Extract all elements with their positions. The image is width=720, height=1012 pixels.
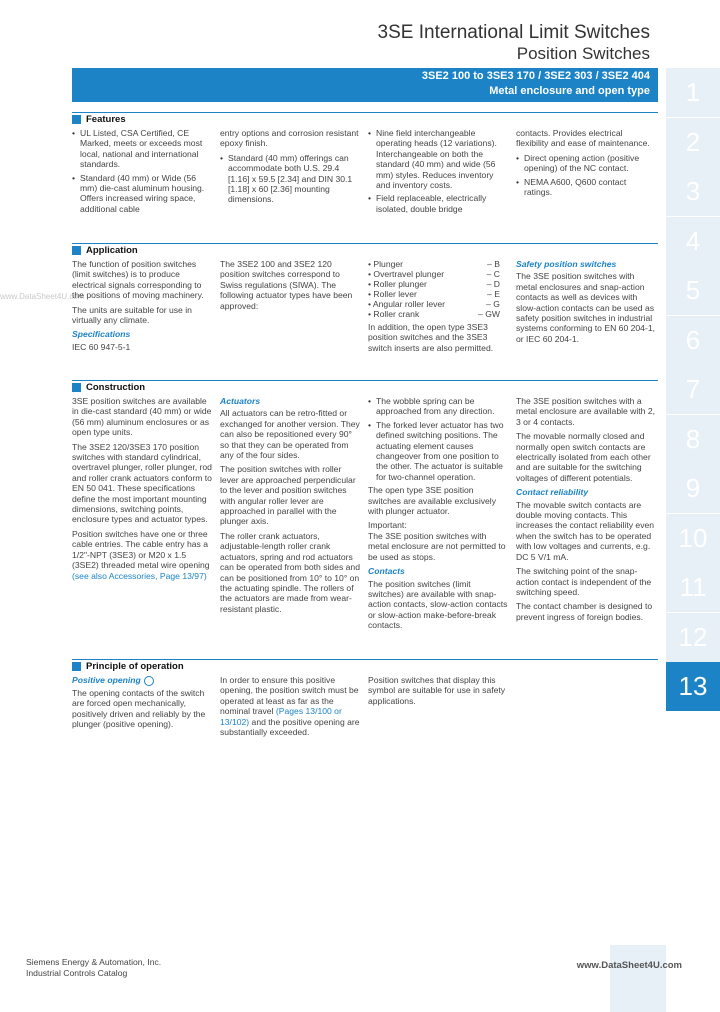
chapter-tab-4[interactable]: 4 (666, 217, 720, 266)
banner-line-2: Metal enclosure and open type (489, 85, 650, 97)
paragraph: The roller crank actuators, adjustable-length roller crank actuators, spring and rod actuators can be operated from both sides and can be positioned from 10° to 10° on the actuating spindle. The rollers of the actuators are made from wear-resistant plastic. (220, 530, 360, 614)
bullet: • Plunger (368, 259, 404, 269)
chapter-tab-12[interactable]: 12 (666, 613, 720, 662)
bullet: • Roller lever (368, 289, 417, 299)
features-section (72, 112, 658, 217)
list-item: • Direct opening action (positive opening) of the NC contact. (516, 153, 656, 174)
table-row (368, 299, 508, 309)
bullet: • Roller crank (368, 309, 420, 319)
paragraph: All actuators can be retro-fitted or exchanged for another version. They can also be repositioned every 90° so that they can be operated from any of the four sides. (220, 408, 360, 461)
list-item: • The wobble spring can be approached from any direction. (368, 396, 508, 417)
table-row (368, 289, 508, 299)
paragraph (72, 529, 212, 581)
section-header (72, 380, 658, 392)
table-row (368, 259, 508, 269)
section-title: Principle of operation (86, 661, 184, 672)
paragraph: The position switches (limit switches) are available with snap-action contacts, slow-action contacts or slow-action make-before-break contacts. (368, 578, 508, 631)
list-item: • The forked lever actuator has two defined switching positions. The actuating element causes changeover from one position to the other. The actuator is suitable for two-channel operation. (368, 420, 508, 482)
paragraph: Position switches that display this symbol are suitable for use in safety applications. (368, 675, 506, 706)
chapter-tab-10[interactable]: 10 (666, 514, 720, 563)
positive-opening-heading: Positive opening (72, 675, 141, 685)
page-subtitle: Position Switches (516, 44, 650, 63)
table-row (368, 279, 508, 289)
paragraph (220, 675, 360, 737)
chapter-tab-11[interactable]: 11 (666, 563, 720, 612)
section-title: Features (86, 114, 126, 125)
subheading: Contacts (368, 566, 405, 577)
cell: Angular roller lever (372, 299, 446, 309)
paragraph: contacts. Provides electrical flexibility and ease of maintenance. (516, 128, 650, 149)
banner-line-1: 3SE2 100 to 3SE3 170 / 3SE2 303 / 3SE2 404 (421, 70, 650, 82)
page-number-box (610, 945, 666, 1012)
section-header (72, 112, 658, 124)
cell: Overtravel plunger (373, 269, 445, 279)
table-row (368, 269, 508, 279)
application-section (72, 243, 658, 357)
footer-publisher (26, 957, 161, 978)
paragraph: The contact chamber is designed to prevent ingress of foreign bodies. (516, 601, 653, 622)
paragraph: In addition, the open type 3SE3 position switches and the 3SE3 switch inserts are also permitted. (368, 322, 494, 353)
list-item: • UL Listed, CSA Certified, CE Marked, meets or exceeds most local, national and international standards. (72, 128, 212, 170)
chapter-tab-2[interactable]: 2 (666, 118, 720, 167)
cell: Roller plunger (373, 279, 427, 289)
chapter-tab-9[interactable]: 9 (666, 464, 720, 513)
paragraph: entry options and corrosion resistant epoxy finish. (220, 128, 359, 149)
footer-line-1: Siemens Energy & Automation, Inc. (26, 957, 162, 967)
footer-url[interactable]: www.DataSheet4U.com (576, 960, 682, 971)
section-header (72, 659, 658, 671)
product-banner (72, 68, 658, 102)
paragraph: The units are suitable for use in virtually any climate. (72, 304, 192, 326)
table-row (368, 309, 508, 319)
bullet: • Roller plunger (368, 279, 427, 289)
construction-section (72, 380, 658, 635)
section-marker-icon (72, 383, 81, 392)
subheading: Actuators (220, 396, 261, 406)
paragraph: 3SE position switches are available in die-cast standard (40 mm) or wide (56 mm) aluminum enclosures or as open type units. (72, 396, 212, 438)
paragraph: The switching point of the snap-action contact is independent of the switching speed. (516, 566, 652, 597)
section-marker-icon (72, 115, 81, 124)
cell: – B (487, 259, 500, 269)
principle-section (72, 659, 658, 741)
text: In order to ensure this positive opening, the position switch must be operated at least as far as the nominal travel (220, 675, 359, 717)
cell: – G (486, 299, 500, 309)
subheading: Contact reliability (516, 487, 589, 498)
paragraph: The 3SE position switches with metal enclosure are not permitted to be used as stops. (368, 530, 506, 562)
section-title: Construction (86, 382, 146, 393)
chapter-tabs (666, 68, 720, 712)
paragraph: The 3SE2 120/3SE3 170 position switches with standard cylindrical, overtravel plunger, roller plunger, rod and roller crank actuators conform to EN 50 041. These specifications define the most important mounting dimensions, switching points, enclosure types and actuator types. (72, 441, 212, 525)
paragraph: The open type 3SE position switches are available exclusively with plunger actuator. (368, 485, 497, 517)
chapter-tab-6[interactable]: 6 (666, 316, 720, 365)
paragraph: The opening contacts of the switch are forced open mechanically, positively driven and reliably by the plunger (positive opening). (72, 687, 206, 729)
list-item: • Standard (40 mm) offerings can accommodate both U.S. 29.4 [1.16] x 59.5 [2.34] and DIN 30.1 [1.18] x 60 [2.36] mounting dimensions. (220, 153, 360, 205)
paragraph: The 3SE position switches with a metal enclosure are available with 2, 3 or 4 contacts. (516, 396, 656, 427)
chapter-tab-5[interactable]: 5 (666, 266, 720, 315)
list-item: • NEMA A600, Q600 contact ratings. (516, 177, 656, 198)
pages-link[interactable]: (Pages 13/100 or 13/102) (220, 706, 342, 727)
footer-line-2: Industrial Controls Catalog (26, 967, 128, 978)
section-marker-icon (72, 246, 81, 255)
cell: – D (486, 279, 500, 289)
subheading (72, 675, 212, 686)
paragraph: IEC 60 947-5-1 (72, 341, 131, 352)
paragraph: The 3SE position switches with metal enclosures and snap-action contacts as well as devices with slow-action contacts can be used as safety position switches in industrial systems conforming to EN 60 204-1, or IEC 60 204-1. (516, 271, 655, 344)
cell: – C (486, 269, 500, 279)
chapter-tab-7[interactable]: 7 (666, 365, 720, 414)
text: and the positive opening are substantially exceeded. (220, 716, 360, 738)
paragraph: The movable switch contacts are double moving contacts. This increases the contact reliability even when the switch has to be operated with low voltages and currents, e.g. DC 5 V/1 mA. (516, 499, 655, 562)
chapter-tab-3[interactable]: 3 (666, 167, 720, 216)
actuator-codes-table (368, 259, 508, 319)
list-item: • Field replaceable, electrically isolated, double bridge (368, 193, 508, 214)
chapter-tab-1[interactable]: 1 (666, 68, 720, 117)
cell: Plunger (373, 259, 404, 269)
paragraph: The position switches with roller lever are approached perpendicular to the lever and position switches with angular roller lever are approached in parallel with the plunger axis. (220, 464, 356, 527)
cell: Roller crank (373, 309, 420, 319)
list-item: • Standard (40 mm) or Wide (56 mm) die-cast aluminum housing. Offers increased wiring space, additional cable (72, 173, 212, 215)
section-header (72, 243, 658, 255)
cell: – E (487, 289, 500, 299)
watermark: www.DataSheet4U.com (0, 292, 85, 301)
accessories-link[interactable]: (see also Accessories, Page 13/97) (72, 570, 207, 581)
cell: Roller lever (373, 289, 417, 299)
subheading: Safety position switches (516, 259, 617, 269)
section-marker-icon (72, 662, 81, 671)
paragraph: The function of position switches (limit switches) is to produce electrical signals corresponding to the positions of moving machinery. (72, 259, 204, 301)
chapter-tab-8[interactable]: 8 (666, 415, 720, 464)
bullet: • Angular roller lever (368, 299, 446, 309)
chapter-tab-13[interactable]: 13 (666, 662, 720, 711)
paragraph: The 3SE2 100 and 3SE2 120 position switches correspond to Swiss regulations (SIWA). The following actuator types have been approved: (220, 259, 353, 311)
important-label: Important: (368, 520, 407, 531)
text: Position switches have one or three cable entries. The cable entry has a 1/2"-NPT (3SE3) or M20 x 1.5 (3SE2) threaded metal wire opening (72, 528, 210, 571)
paragraph: The movable normally closed and normally open switch contacts are electrically isolated from each other and are suitable for the switching voltages of different potentials. (516, 431, 651, 483)
bullet: • Overtravel plunger (368, 269, 445, 279)
section-title: Application (86, 245, 138, 256)
subheading: Specifications (72, 329, 131, 340)
positive-opening-symbol-icon (144, 676, 154, 686)
list-item: • Nine field interchangeable operating heads (12 variations). Interchangeable on both the standard (40 mm) and wide (56 mm) styles. Reduces inventory and inventory costs. (368, 128, 508, 190)
page-title: 3SE International Limit Switches (377, 22, 650, 43)
cell: – GW (478, 309, 500, 319)
